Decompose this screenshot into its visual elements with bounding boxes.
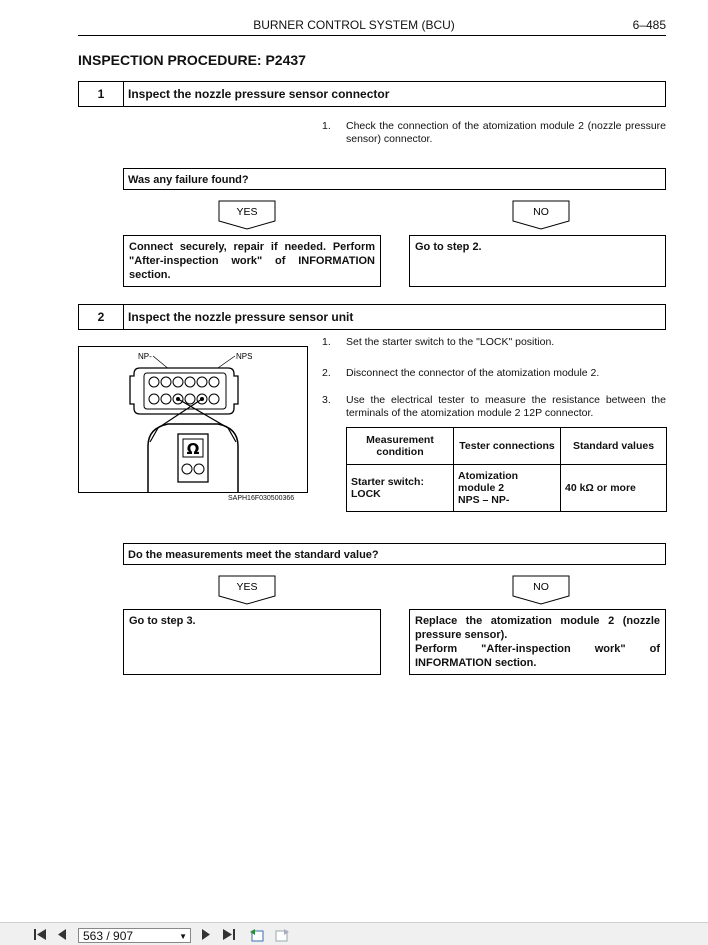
diagram-caption: SAPH16F030500366: [228, 495, 295, 502]
step-2-no-result: Replace the atomization module 2 (nozzle pressure sensor). Perform "After-inspection work" of INFORMATION section.: [409, 609, 666, 675]
step-number: 2: [79, 305, 124, 329]
page-selector[interactable]: [78, 928, 191, 943]
svg-text:NO: NO: [533, 206, 549, 218]
first-page-icon: [33, 928, 47, 941]
svg-text:NO: NO: [533, 581, 549, 593]
step-title: Inspect the nozzle pressure sensor connector: [128, 87, 390, 101]
table-cell: Starter switch: LOCK: [347, 465, 454, 512]
step-2-question: Do the measurements meet the standard value?: [123, 543, 666, 565]
step-2-yes-result: Go to step 3.: [123, 609, 381, 675]
step-2-instruction-2: 2. Disconnect the connector of the atomization module 2.: [322, 367, 600, 379]
step-1-instruction: 1. Check the connection of the atomization module 2 (nozzle pressure sensor) connector.: [322, 120, 666, 145]
step-1-question: Was any failure found?: [123, 168, 666, 190]
header-page-number: 6–485: [632, 18, 666, 32]
back-view-button[interactable]: [249, 928, 265, 945]
forward-view-icon: [274, 928, 290, 942]
last-page-icon: [222, 928, 236, 941]
chevron-down-icon: ▼: [179, 932, 187, 941]
table-header: Tester connections: [454, 428, 561, 465]
header-rule: [78, 35, 666, 36]
yes-arrow: [218, 575, 276, 605]
table-row: [347, 465, 667, 512]
step-1-no-result: Go to step 2.: [409, 235, 666, 287]
np-label: NP-: [138, 352, 152, 361]
step-2-header: [78, 304, 666, 330]
step-title: Inspect the nozzle pressure sensor unit: [128, 310, 354, 324]
table-header: Measurement condition: [347, 428, 454, 465]
first-page-button[interactable]: [33, 928, 47, 944]
prev-page-button[interactable]: [56, 928, 68, 944]
step-number: 1: [79, 82, 124, 106]
yes-arrow: [218, 200, 276, 230]
procedure-title: INSPECTION PROCEDURE: P2437: [78, 52, 306, 68]
header-title: BURNER CONTROL SYSTEM (BCU): [253, 18, 455, 32]
step-2-instruction-1: 1. Set the starter switch to the "LOCK" position.: [322, 336, 555, 348]
next-page-icon: [200, 928, 212, 941]
step-2-instruction-3: 3. Use the electrical tester to measure the resistance between the terminals of the atomization module 2 12P connector.: [322, 394, 666, 419]
forward-view-button[interactable]: [274, 928, 290, 945]
svg-text:YES: YES: [236, 206, 258, 218]
connector-diagram: [78, 346, 308, 494]
table-cell: Atomization module 2 NPS – NP-: [454, 465, 561, 512]
svg-text:YES: YES: [236, 581, 258, 593]
prev-page-icon: [56, 928, 68, 941]
no-arrow: [512, 200, 570, 230]
no-arrow: [512, 575, 570, 605]
measurement-table: [346, 427, 667, 512]
table-header: Standard values: [561, 428, 667, 465]
ohm-symbol: Ω: [186, 440, 200, 458]
back-view-icon: [249, 928, 265, 942]
page-display: 563 / 907: [83, 929, 134, 943]
step-1-yes-result: Connect securely, repair if needed. Perform "After-inspection work" of INFORMATION section.: [123, 235, 381, 287]
next-page-button[interactable]: [200, 928, 212, 944]
step-1-header: [78, 81, 666, 107]
last-page-button[interactable]: [222, 928, 236, 944]
nps-label: NPS: [236, 352, 253, 361]
table-cell: 40 kΩ or more: [561, 465, 667, 512]
